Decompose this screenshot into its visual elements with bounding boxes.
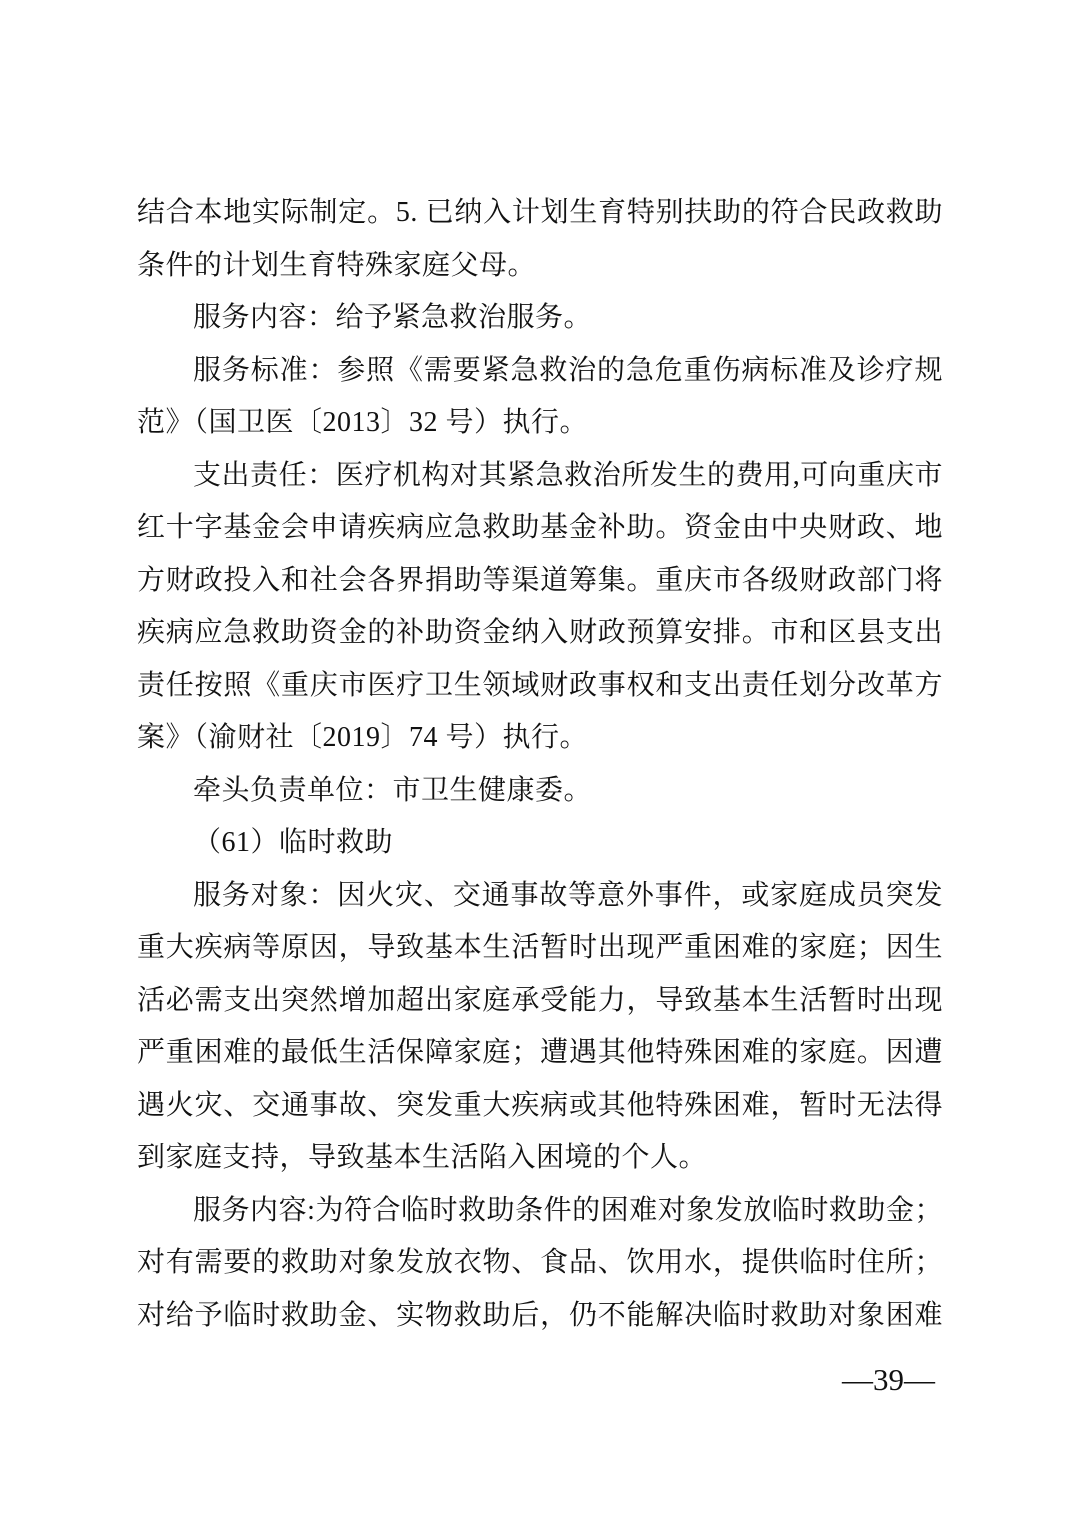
text-line: 重大疾病等原因，导致基本生活暂时出现严重困难的家庭；因生 bbox=[137, 932, 943, 963]
text-line: 活必需支出突然增加超出家庭承受能力，导致基本生活暂时出现 bbox=[137, 984, 943, 1016]
body-text bbox=[137, 187, 943, 1342]
text-line: 服务对象：因火灾、交通事故等意外事件，或家庭成员突发 bbox=[193, 879, 943, 911]
text-line: 服务标准：参照《需要紧急救治的急危重伤病标准及诊疗规 bbox=[193, 354, 943, 386]
text-line: 案》（渝财社〔2019〕74 号）执行。 bbox=[137, 722, 589, 753]
text-line: 支出责任：医疗机构对其紧急救治所发生的费用,可向重庆市 bbox=[193, 459, 943, 491]
page-number: —39— bbox=[842, 1362, 935, 1397]
text-line: 遇火灾、交通事故、突发重大疾病或其他特殊困难，暂时无法得 bbox=[137, 1089, 943, 1121]
text-line: 到家庭支持，导致基本生活陷入困境的个人。 bbox=[137, 1142, 708, 1173]
text-line: 牵头负责单位：市卫生健康委。 bbox=[193, 774, 593, 806]
text-line: 疾病应急救助资金的补助资金纳入财政预算安排。市和区县支出 bbox=[137, 617, 943, 648]
text-line: 结合本地实际制定。5. 已纳入计划生育特别扶助的符合民政救助 bbox=[137, 197, 943, 228]
text-line: 条件的计划生育特殊家庭父母。 bbox=[137, 249, 537, 281]
text-line: 服务内容:为符合临时救助条件的困难对象发放临时救助金； bbox=[193, 1194, 943, 1226]
text-line: 服务内容：给予紧急救治服务。 bbox=[193, 302, 593, 333]
text-line: 方财政投入和社会各界捐助等渠道筹集。重庆市各级财政部门将 bbox=[137, 564, 943, 596]
text-line: 严重困难的最低生活保障家庭；遭遇其他特殊困难的家庭。因遭 bbox=[137, 1037, 943, 1068]
text-line: 红十字基金会申请疾病应急救助基金补助。资金由中央财政、地 bbox=[137, 512, 943, 543]
text-line: （61）临时救助 bbox=[193, 827, 394, 858]
text-line: 对有需要的救助对象发放衣物、食品、饮用水，提供临时住所； bbox=[137, 1247, 943, 1278]
page-footer bbox=[842, 1362, 935, 1398]
text-line: 责任按照《重庆市医疗卫生领域财政事权和支出责任划分改革方 bbox=[137, 669, 943, 701]
text-line: 对给予临时救助金、实物救助后，仍不能解决临时救助对象困难 bbox=[137, 1299, 943, 1331]
text-line: 范》（国卫医〔2013〕32 号）执行。 bbox=[137, 407, 589, 438]
